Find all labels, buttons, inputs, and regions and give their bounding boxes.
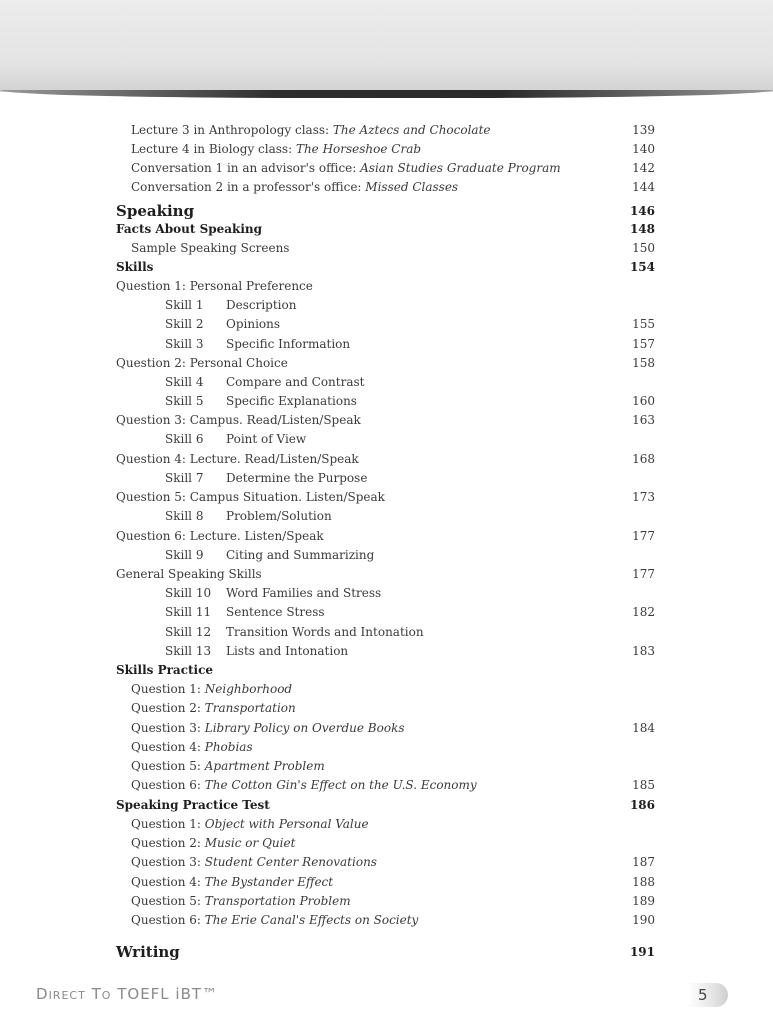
skill-title: Point of View [226, 432, 307, 446]
toc-entry [0, 699, 773, 718]
toc-skill-row [0, 623, 773, 642]
toc-entry [0, 527, 773, 546]
toc-entry [0, 892, 773, 911]
toc-subheading [0, 220, 773, 239]
page-ref: 177 [632, 567, 655, 581]
entry-title: Question 6: The Cotton Gin's Effect on the U.S. Economy [131, 778, 477, 792]
skill-title: Description [226, 298, 297, 312]
entry-title-italic: Neighborhood [204, 682, 293, 696]
skill-number: Skill 1 [165, 298, 204, 312]
toc-entry [0, 911, 773, 930]
entry-title-italic: Apartment Problem [204, 759, 325, 773]
skill-title: Lists and Intonation [226, 644, 349, 658]
toc-entry [0, 815, 773, 834]
toc-skill-row [0, 469, 773, 488]
toc-section-heading [0, 941, 773, 963]
toc-skill-row [0, 507, 773, 526]
toc-entry [0, 565, 773, 584]
skill-number: Skill 6 [165, 432, 204, 446]
page-ref: 150 [632, 241, 655, 255]
skill-number: Skill 9 [165, 548, 204, 562]
skill-title: Problem/Solution [226, 509, 332, 523]
entry-title-italic: The Cotton Gin's Effect on the U.S. Economy [204, 778, 477, 792]
entry-title: Question 4: Lecture. Read/Listen/Speak [116, 452, 359, 466]
entry-title: Question 5: Apartment Problem [131, 759, 325, 773]
page-ref: 188 [632, 875, 655, 889]
entry-title: Question 4: The Bystander Effect [131, 875, 334, 889]
skill-title: Compare and Contrast [226, 375, 365, 389]
toc-entry [0, 178, 773, 197]
toc-entry [0, 757, 773, 776]
toc-entry [0, 488, 773, 507]
entry-title-italic: Asian Studies Graduate Program [360, 161, 561, 175]
toc-entry [0, 277, 773, 296]
toc-entry [0, 140, 773, 159]
entry-title: Question 6: The Erie Canal's Effects on Society [131, 913, 419, 927]
entry-title: Conversation 1 in an advisor's office: Asian Studies Graduate Program [131, 161, 561, 175]
entry-title-italic: Transportation Problem [204, 894, 351, 908]
skill-title: Word Families and Stress [226, 586, 382, 600]
entry-title: Sample Speaking Screens [131, 241, 290, 255]
entry-title: Question 2: Transportation [131, 701, 296, 715]
toc-skill-row [0, 335, 773, 354]
toc-entry [0, 159, 773, 178]
toc-entry [0, 239, 773, 258]
toc-entry [0, 853, 773, 872]
skill-number: Skill 10 [165, 586, 212, 600]
entry-title: General Speaking Skills [116, 567, 262, 581]
entry-title: Question 2: Music or Quiet [131, 836, 296, 850]
skill-number: Skill 13 [165, 644, 212, 658]
skill-title: Transition Words and Intonation [226, 625, 424, 639]
entry-title: Speaking [116, 202, 195, 220]
entry-title: Lecture 4 in Biology class: The Horseshoe Crab [131, 142, 422, 156]
skill-title: Determine the Purpose [226, 471, 368, 485]
page-ref: 184 [632, 721, 655, 735]
entry-title: Skills Practice [116, 663, 214, 677]
page-ref: 173 [632, 490, 655, 504]
entry-title: Conversation 2 in a professor's office: Missed Classes [131, 180, 459, 194]
toc-skill-row [0, 546, 773, 565]
entry-title: Question 3: Campus. Read/Listen/Speak [116, 413, 361, 427]
entry-title-italic: Student Center Renovations [204, 855, 377, 869]
page-ref: 183 [632, 644, 655, 658]
book-title-footer: DIRECT TO TOEFL iBT™ [36, 985, 219, 1003]
skill-number: Skill 4 [165, 375, 204, 389]
toc-skill-row [0, 584, 773, 603]
skill-title: Citing and Summarizing [226, 548, 375, 562]
entry-title: Question 1: Personal Preference [116, 279, 313, 293]
page-ref: 158 [632, 356, 655, 370]
entry-title: Question 2: Personal Choice [116, 356, 288, 370]
page-ref: 139 [632, 123, 655, 137]
page-ref: 140 [632, 142, 655, 156]
toc-subheading [0, 796, 773, 815]
page-ref: 187 [632, 855, 655, 869]
page-ref: 148 [629, 222, 655, 236]
entry-title: Question 3: Library Policy on Overdue Books [131, 721, 405, 735]
toc-entry [0, 411, 773, 430]
toc-subheading [0, 661, 773, 680]
skill-number: Skill 2 [165, 317, 204, 331]
entry-title-italic: Missed Classes [365, 180, 459, 194]
page-ref: 144 [632, 180, 655, 194]
header-rule [0, 90, 773, 98]
toc-entry [0, 738, 773, 757]
entry-title: Question 6: Lecture. Listen/Speak [116, 529, 324, 543]
entry-title: Speaking Practice Test [116, 798, 270, 812]
toc-skill-row [0, 315, 773, 334]
entry-title: Writing [116, 943, 180, 961]
skill-title: Specific Explanations [226, 394, 357, 408]
page-ref: 190 [632, 913, 655, 927]
entry-title-italic: The Erie Canal's Effects on Society [204, 913, 419, 927]
toc-skill-row [0, 296, 773, 315]
skill-number: Skill 3 [165, 337, 204, 351]
toc-entry [0, 873, 773, 892]
toc-section-heading [0, 200, 773, 222]
entry-title: Facts About Speaking [116, 222, 263, 236]
entry-title: Question 1: Object with Personal Value [131, 817, 369, 831]
toc-entry [0, 450, 773, 469]
toc-skill-row [0, 392, 773, 411]
skill-title: Sentence Stress [226, 605, 325, 619]
toc-entry [0, 354, 773, 373]
page-ref: 154 [629, 260, 655, 274]
toc-entry [0, 680, 773, 699]
entry-title-italic: Music or Quiet [204, 836, 296, 850]
entry-title-italic: Object with Personal Value [204, 817, 369, 831]
entry-title-italic: The Bystander Effect [204, 875, 334, 889]
page-ref: 177 [632, 529, 655, 543]
entry-title: Question 1: Neighborhood [131, 682, 293, 696]
toc-entry [0, 776, 773, 795]
skill-number: Skill 5 [165, 394, 204, 408]
entry-title-italic: Phobias [204, 740, 253, 754]
toc-skill-row [0, 373, 773, 392]
toc-entry [0, 834, 773, 853]
page-ref: 157 [632, 337, 655, 351]
entry-title-italic: The Aztecs and Chocolate [332, 123, 491, 137]
page-ref: 189 [632, 894, 655, 908]
page-ref: 160 [632, 394, 655, 408]
page-ref: 191 [629, 945, 655, 959]
page-ref: 146 [629, 204, 655, 218]
page-ref: 185 [632, 778, 655, 792]
entry-title: Question 5: Campus Situation. Listen/Speak [116, 490, 385, 504]
entry-title: Lecture 3 in Anthropology class: The Aztecs and Chocolate [131, 123, 491, 137]
page-ref: 168 [632, 452, 655, 466]
toc-skill-row [0, 430, 773, 449]
page-header-band [0, 0, 773, 92]
toc-skill-row [0, 642, 773, 661]
skill-number: Skill 8 [165, 509, 204, 523]
toc-skill-row [0, 603, 773, 622]
entry-title: Question 5: Transportation Problem [131, 894, 351, 908]
page-ref: 142 [632, 161, 655, 175]
entry-title-italic: Library Policy on Overdue Books [204, 721, 405, 735]
page-number: 5 [688, 983, 728, 1007]
skill-title: Specific Information [226, 337, 351, 351]
entry-title-italic: The Horseshoe Crab [295, 142, 422, 156]
page-ref: 186 [629, 798, 655, 812]
page-ref: 182 [632, 605, 655, 619]
skill-number: Skill 12 [165, 625, 212, 639]
entry-title: Skills [116, 260, 154, 274]
skill-number: Skill 7 [165, 471, 204, 485]
entry-title: Question 4: Phobias [131, 740, 253, 754]
page-ref: 155 [632, 317, 655, 331]
toc-entry [0, 719, 773, 738]
skill-number: Skill 11 [165, 605, 212, 619]
entry-title-italic: Transportation [204, 701, 296, 715]
page-ref: 163 [632, 413, 655, 427]
toc-subheading [0, 258, 773, 277]
entry-title: Question 3: Student Center Renovations [131, 855, 377, 869]
toc-entry [0, 121, 773, 140]
skill-title: Opinions [226, 317, 281, 331]
